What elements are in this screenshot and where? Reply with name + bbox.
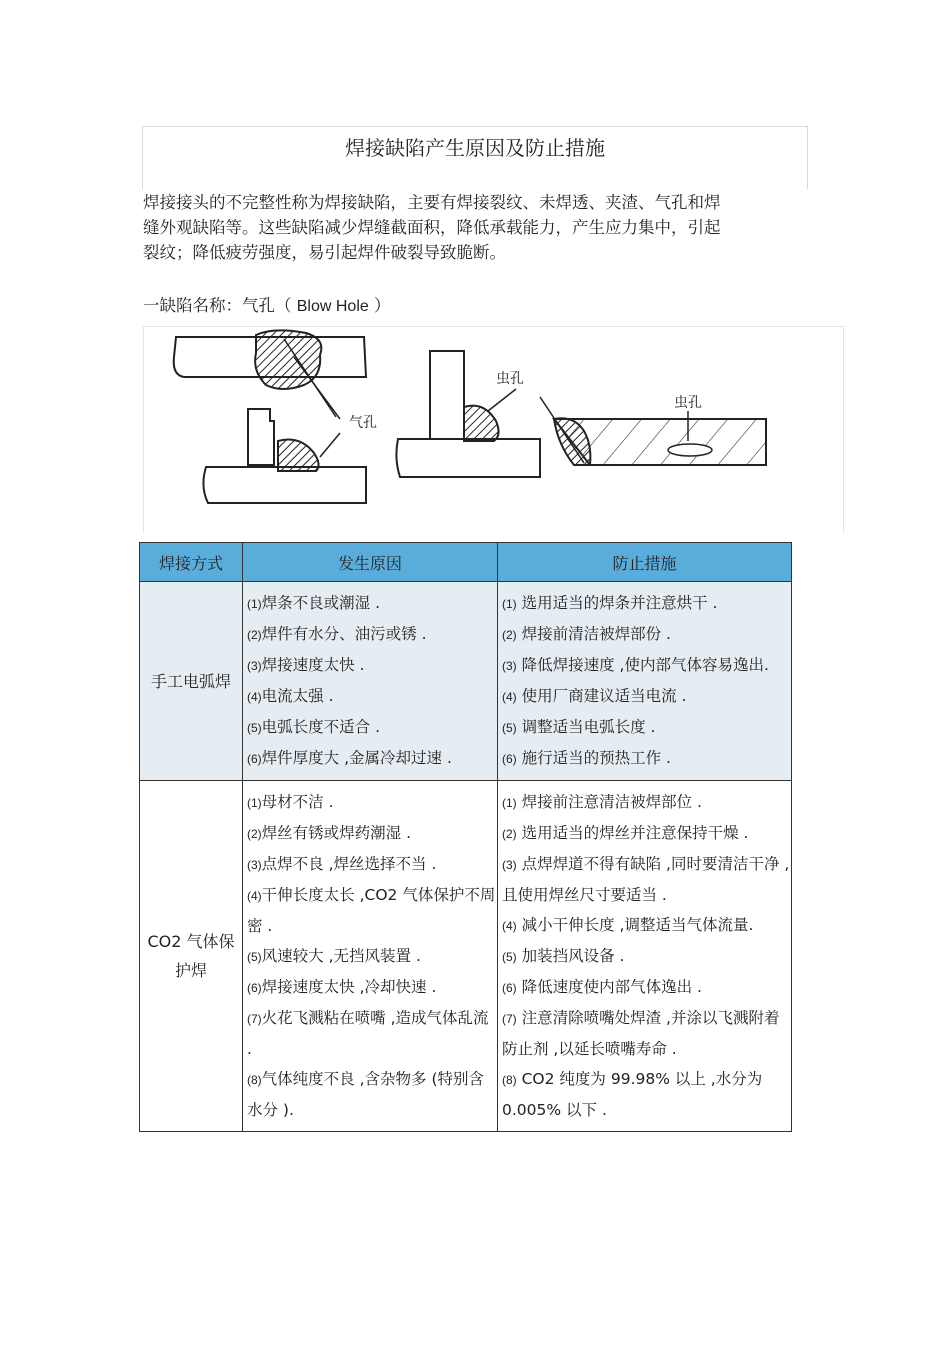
header-method: 焊接方式 xyxy=(140,543,243,582)
cause-cell xyxy=(243,582,498,781)
list-item: (3) 点焊焊道不得有缺陷 ,同时要清洁干净 ,且使用焊丝尺寸要适当 . xyxy=(502,855,790,904)
list-item: (7) 注意清除喷嘴处焊渣 ,并涂以飞溅附着防止剂 ,以延长喷嘴寿命 . xyxy=(502,1009,780,1058)
prevention-cell xyxy=(498,781,792,1132)
header-cause: 发生原因 xyxy=(243,543,498,582)
list-item: (6)焊接速度太快 ,冷却快速 . xyxy=(247,978,437,996)
table-row xyxy=(140,582,792,781)
list-item: (3)点焊不良 ,焊丝选择不当 . xyxy=(247,855,437,873)
label-qikong: 气孔 xyxy=(349,415,377,431)
list-item: (5) 调整适当电弧长度 . xyxy=(502,718,656,736)
bevel-plate-figure xyxy=(540,394,766,465)
intro-line: 裂纹；降低疲劳强度，易引起焊件破裂导致脆断。 xyxy=(143,243,506,262)
header-prevention: 防止措施 xyxy=(498,543,792,582)
table-header-row xyxy=(140,543,792,582)
list-item: (1)母材不洁 . xyxy=(247,793,334,811)
intro-line: 焊接接头的不完整性称为焊接缺陷，主要有焊接裂纹、未焊透、夹渣、气孔和焊 xyxy=(143,193,721,212)
list-item: (2) 选用适当的焊丝并注意保持干燥 . xyxy=(502,824,749,842)
intro-line: 缝外观缺陷等。这些缺陷减少焊缝截面积，降低承载能力，产生应力集中，引起 xyxy=(143,218,721,237)
label-chongkong-2: 虫孔 xyxy=(674,395,702,411)
defect-name-heading xyxy=(143,292,391,316)
page-title: 焊接缺陷产生原因及防止措施 xyxy=(345,136,605,160)
list-item: (3) 降低焊接速度 ,使内部气体容易逸出. xyxy=(502,656,769,674)
list-item: (6) 施行适当的预热工作 . xyxy=(502,749,671,767)
list-item: (5)风速较大 ,无挡风装置 . xyxy=(247,947,421,965)
list-item: (3)焊接速度太快 . xyxy=(247,656,365,674)
list-item: (5) 加装挡风设备 . xyxy=(502,947,625,965)
list-item: (4) 使用厂商建议适当电流 . xyxy=(502,687,687,705)
defects-table xyxy=(139,542,792,1132)
list-item: (6)焊件厚度大 ,金属冷却过速 . xyxy=(247,749,452,767)
fillet-joint-figure xyxy=(203,409,377,503)
list-item: (8)气体纯度不良 ,含杂物多 (特别含水分 ). xyxy=(247,1070,485,1119)
list-item: (4)电流太强 . xyxy=(247,687,334,705)
list-item: (4)干伸长度太长 ,CO2 气体保护不周密 . xyxy=(247,886,496,935)
defect-name-prefix: 一缺陷名称：气孔（ xyxy=(143,296,292,315)
list-item: (2) 焊接前清洁被焊部份 . xyxy=(502,625,671,643)
label-chongkong-1: 虫孔 xyxy=(496,371,524,387)
blowhole-diagram-svg xyxy=(144,327,843,532)
list-item: (2)焊件有水分、油污或锈 . xyxy=(247,625,427,643)
blowhole-diagram xyxy=(143,326,844,532)
table-row xyxy=(140,781,792,1132)
list-item: (7)火花飞溅粘在喷嘴 ,造成气体乱流 . xyxy=(247,1009,489,1058)
method-cell: CO2 气体保护焊 xyxy=(140,781,243,1132)
method-cell: 手工电弧焊 xyxy=(140,582,243,781)
defect-name-english: Blow Hole xyxy=(296,298,369,315)
list-item: (6) 降低速度使内部气体逸出 . xyxy=(502,978,702,996)
title-box xyxy=(142,126,808,189)
defect-name-suffix: ） xyxy=(374,296,391,315)
t-joint-figure xyxy=(396,351,540,477)
butt-joint-figure xyxy=(174,330,366,419)
intro-paragraph xyxy=(143,190,783,265)
list-item: (8) CO2 纯度为 99.98% 以上 ,水分为 0.005% 以下 . xyxy=(502,1070,763,1119)
list-item: (1) 选用适当的焊条并注意烘干 . xyxy=(502,594,718,612)
list-item: (4) 减小干伸长度 ,调整适当气体流量. xyxy=(502,916,754,934)
list-item: (1)焊条不良或潮湿 . xyxy=(247,594,381,612)
cause-cell xyxy=(243,781,498,1132)
list-item: (2)焊丝有锈或焊药潮湿 . xyxy=(247,824,412,842)
prevention-cell xyxy=(498,582,792,781)
list-item: (5)电弧长度不适合 . xyxy=(247,718,381,736)
list-item: (1) 焊接前注意清洁被焊部位 . xyxy=(502,793,702,811)
